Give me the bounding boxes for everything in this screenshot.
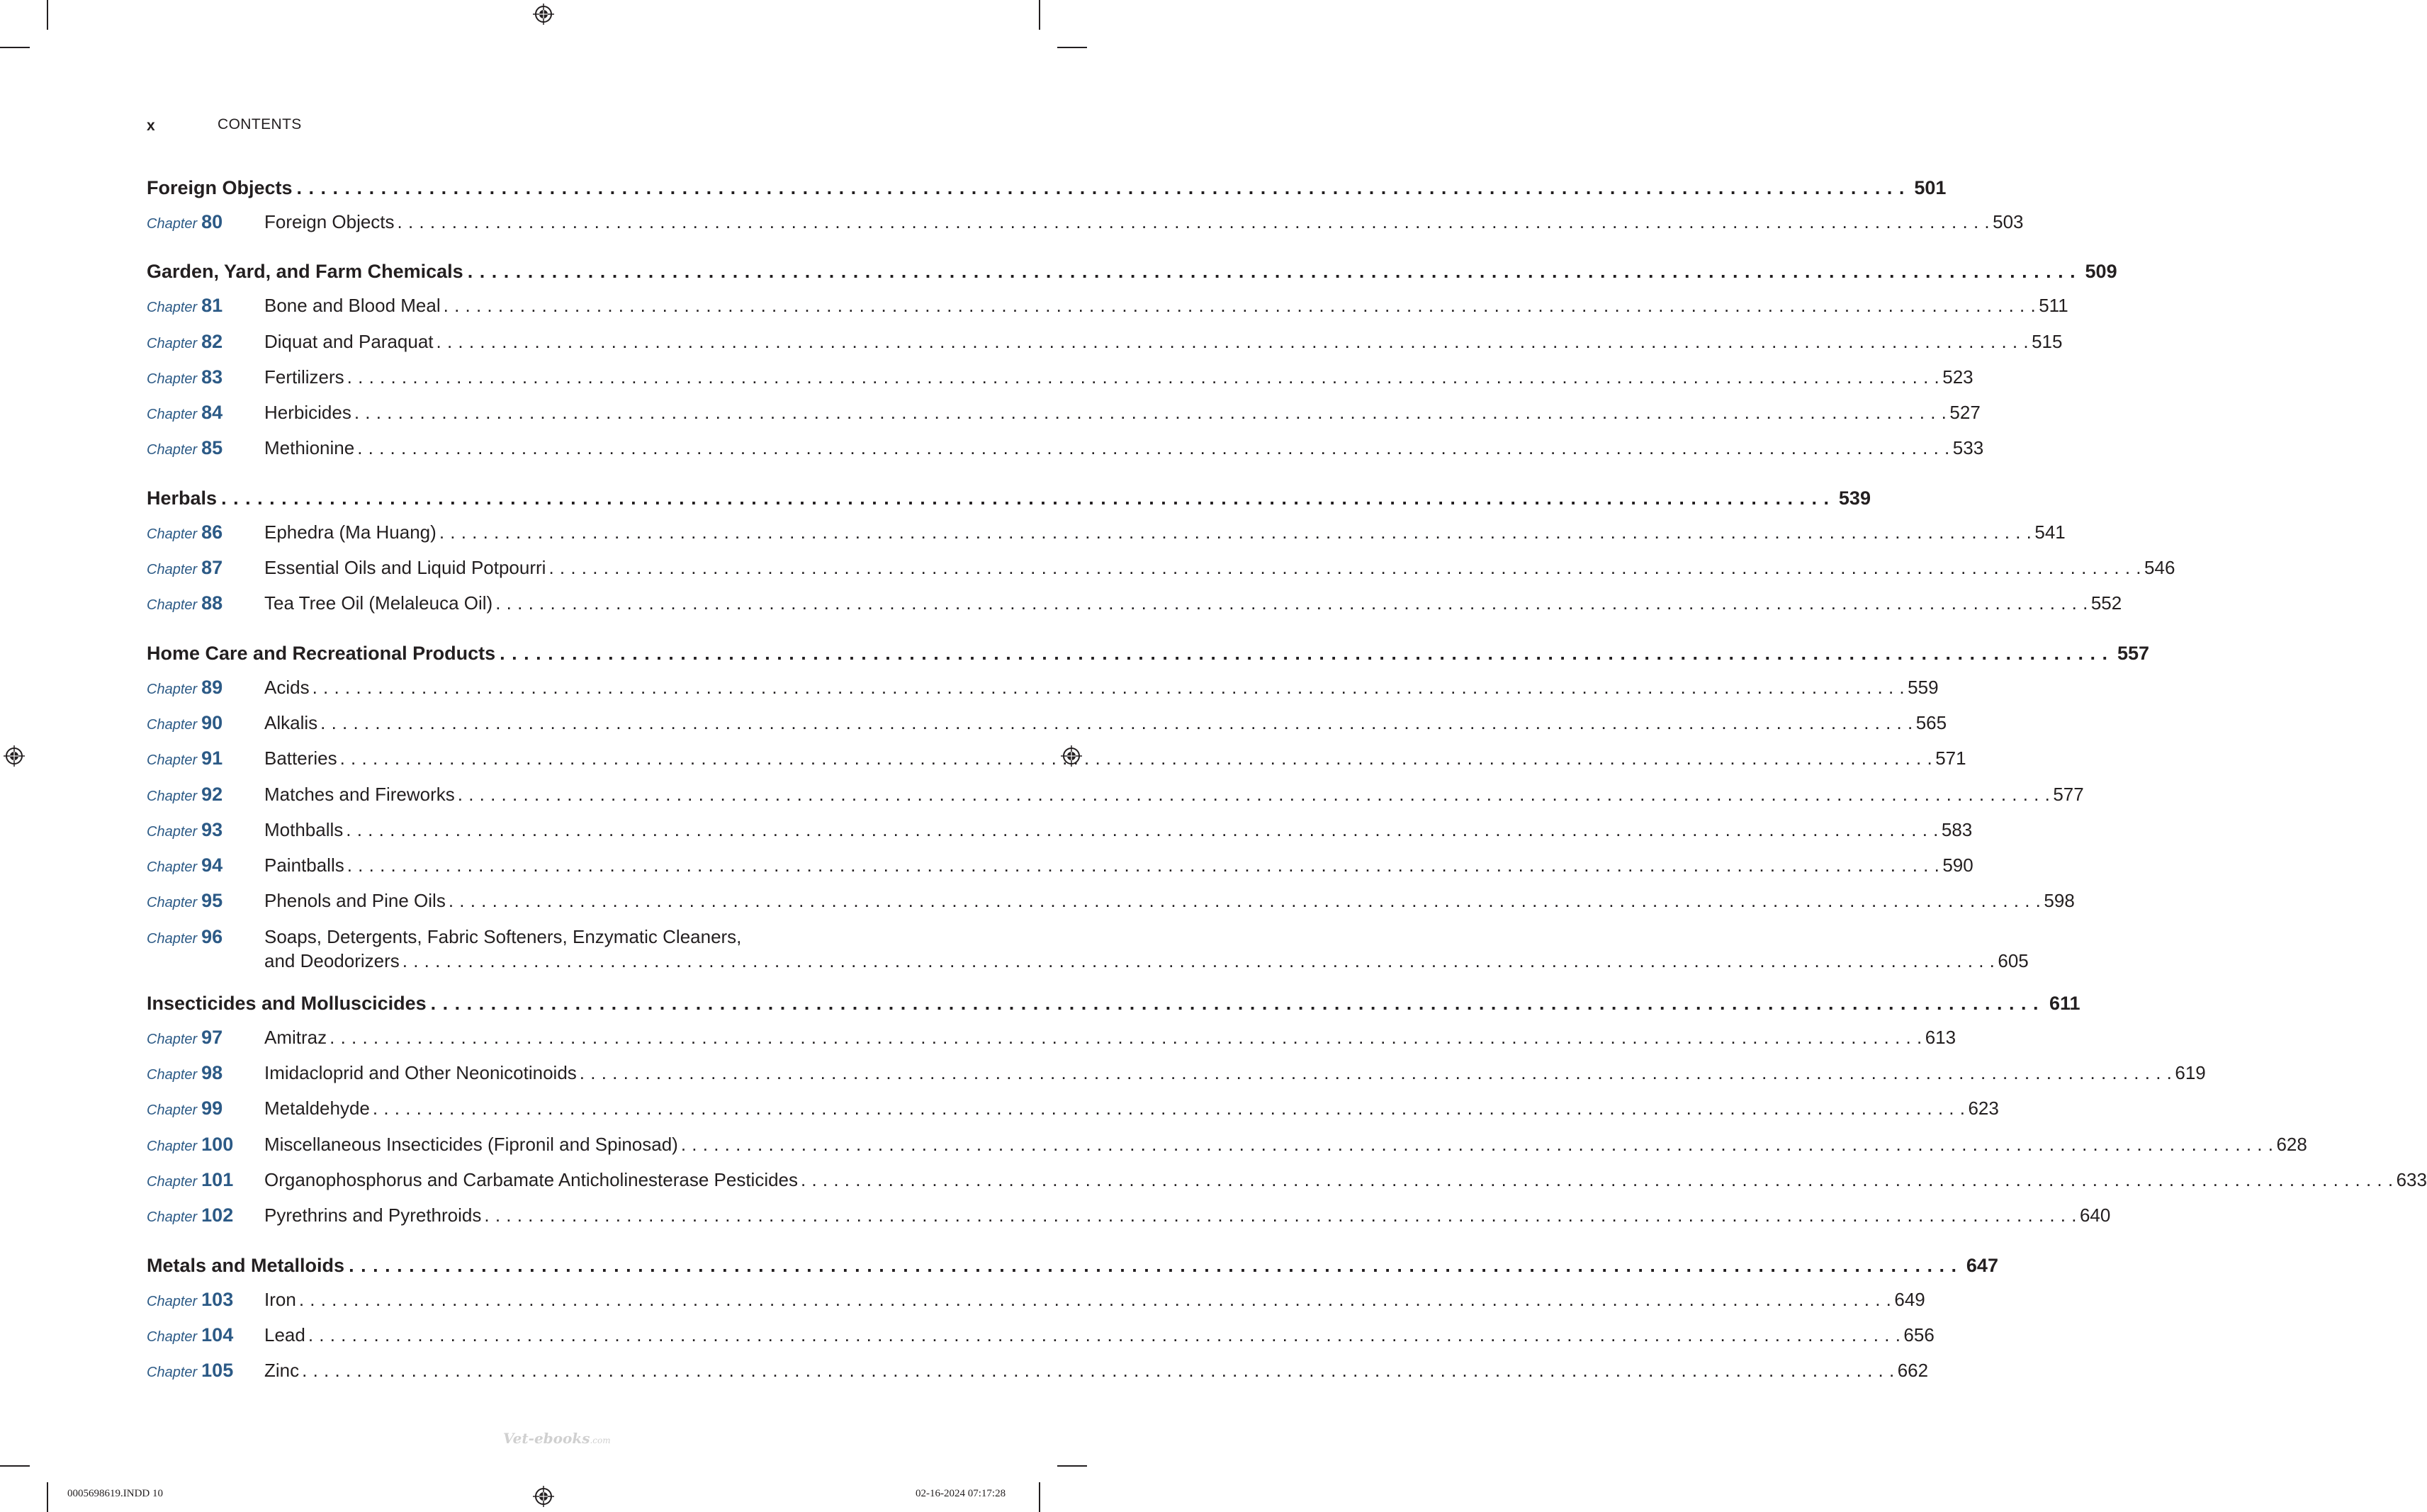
chapter-label — [147, 1354, 264, 1389]
leader-dots — [349, 1248, 1957, 1283]
chapter-word: Chapter — [147, 1031, 198, 1047]
leader-dots — [308, 1319, 1901, 1352]
chapter-word: Chapter — [147, 716, 198, 733]
leader-dots — [330, 1021, 1922, 1054]
toc-section — [147, 254, 2117, 467]
leader-dots — [431, 986, 2039, 1021]
leader-dots — [373, 1092, 1966, 1125]
chapter-word: Chapter — [147, 681, 198, 697]
leader-dots — [548, 551, 2141, 585]
chapter-page-number: 541 — [2034, 521, 2066, 543]
chapter-number: 83 — [201, 366, 223, 388]
chapter-label — [147, 778, 264, 813]
crop-mark-bottom-left-v — [47, 1482, 48, 1512]
chapter-entry[interactable] — [147, 1354, 1929, 1389]
crop-mark-bottom-right-h — [1057, 1465, 1087, 1467]
chapter-title: Tea Tree Oil (Melaleuca Oil) — [264, 592, 493, 614]
chapter-word: Chapter — [147, 1102, 198, 1119]
leader-dots — [340, 742, 1933, 775]
chapter-number: 103 — [201, 1288, 234, 1310]
leader-dots — [444, 289, 2037, 322]
chapter-label — [147, 1056, 264, 1092]
chapter-title: Metaldehyde — [264, 1098, 370, 1119]
chapter-number: 97 — [201, 1026, 223, 1048]
chapter-title: Imidacloprid and Other Neonicotinoids — [264, 1062, 577, 1084]
registration-mark-left-icon — [4, 745, 25, 767]
chapter-label — [147, 289, 264, 325]
leader-dots — [458, 778, 2051, 811]
chapter-title: Pyrethrins and Pyrethroids — [264, 1204, 482, 1226]
chapter-title: Herbicides — [264, 402, 351, 424]
section-page-number: 557 — [2117, 642, 2150, 664]
chapter-label — [147, 671, 264, 706]
chapter-word: Chapter — [147, 930, 198, 947]
chapter-word: Chapter — [147, 1293, 198, 1309]
chapter-label — [147, 849, 264, 884]
leader-dots — [437, 325, 2029, 359]
chapter-entry[interactable] — [147, 1056, 2206, 1092]
chapter-page-number: 583 — [1941, 818, 1973, 840]
leader-dots — [346, 813, 1939, 847]
chapter-page-number: 590 — [1942, 854, 1973, 876]
crop-mark-top-right-v — [1039, 0, 1040, 30]
leader-dots — [398, 205, 1990, 239]
watermark-suffix: .com — [590, 1435, 611, 1445]
chapter-page-number: 662 — [1897, 1360, 1929, 1382]
chapter-entry[interactable] — [147, 706, 1947, 742]
section-page-number: 539 — [1838, 487, 1871, 509]
chapter-title: Paintballs — [264, 854, 344, 876]
chapter-number: 95 — [201, 890, 223, 912]
chapter-word: Chapter — [147, 752, 198, 769]
chapter-label — [147, 587, 264, 622]
chapter-title: Lead — [264, 1324, 305, 1345]
chapter-number: 101 — [201, 1168, 234, 1190]
chapter-entry[interactable] — [147, 884, 2075, 920]
chapter-entry[interactable] — [147, 1319, 1935, 1354]
crop-mark-top-left-v — [47, 0, 48, 30]
chapter-title: Fertilizers — [264, 366, 344, 388]
leader-dots — [302, 1354, 1895, 1387]
leader-dots — [681, 1128, 2274, 1161]
chapter-word: Chapter — [147, 216, 198, 232]
chapter-entry[interactable] — [147, 778, 2084, 813]
chapter-label — [147, 1283, 264, 1319]
section-page-number: 647 — [1966, 1254, 1998, 1276]
crop-mark-bottom-right-v — [1039, 1482, 1040, 1512]
chapter-entry[interactable] — [147, 431, 1984, 467]
section-title: Insecticides and Molluscicides — [147, 992, 427, 1014]
chapter-number: 81 — [201, 295, 223, 317]
chapter-page-number: 633 — [2396, 1168, 2427, 1190]
section-page-number: 611 — [2049, 992, 2080, 1014]
section-entry[interactable] — [147, 254, 2117, 289]
chapter-label — [147, 1128, 264, 1163]
chapter-word: Chapter — [147, 895, 198, 911]
chapter-entry[interactable] — [147, 516, 2066, 551]
chapter-number: 96 — [201, 925, 223, 947]
chapter-title: Ephedra (Ma Huang) — [264, 521, 437, 543]
chapter-title: and Deodorizers — [264, 949, 400, 971]
section-entry[interactable] — [147, 480, 1871, 516]
chapter-title: Mothballs — [264, 818, 344, 840]
section-entry[interactable] — [147, 986, 2080, 1021]
chapter-label — [147, 396, 264, 431]
section-entry[interactable] — [147, 170, 1947, 205]
watermark-text: Vet-ebooks — [503, 1430, 590, 1447]
section-entry[interactable] — [147, 636, 2150, 671]
chapter-title: Methionine — [264, 437, 355, 459]
leader-dots — [347, 849, 1940, 882]
chapter-entry[interactable] — [147, 849, 1973, 884]
chapter-word: Chapter — [147, 442, 198, 458]
leader-dots — [439, 516, 2032, 549]
leader-dots — [500, 636, 2108, 671]
chapter-entry[interactable] — [147, 325, 2063, 361]
chapter-title: Zinc — [264, 1360, 300, 1382]
leader-dots — [495, 587, 2088, 620]
toc-section — [147, 986, 2427, 1235]
leader-dots — [468, 254, 2076, 289]
chapter-page-number: 552 — [2090, 592, 2122, 614]
chapter-number: 82 — [201, 330, 223, 352]
leader-dots — [402, 949, 1995, 973]
crop-mark-top-right-h — [1057, 47, 1087, 48]
leader-dots — [801, 1163, 2394, 1197]
chapter-label — [147, 742, 264, 777]
chapter-entry[interactable] — [147, 1021, 1956, 1056]
chapter-entry[interactable] — [147, 1128, 2307, 1163]
leader-dots — [354, 396, 1947, 429]
chapter-entry[interactable] — [147, 813, 1973, 849]
chapter-number: 104 — [201, 1324, 234, 1345]
chapter-label — [147, 1163, 264, 1199]
chapter-label — [147, 884, 264, 920]
section-title: Foreign Objects — [147, 177, 293, 198]
chapter-word: Chapter — [147, 1328, 198, 1345]
chapter-entry[interactable] — [147, 671, 1939, 706]
chapter-word: Chapter — [147, 859, 198, 876]
chapter-entry[interactable] — [147, 587, 2122, 622]
chapter-number: 86 — [201, 521, 223, 543]
chapter-page-number: 533 — [1952, 437, 1984, 459]
chapter-page-number: 503 — [1993, 211, 2024, 232]
chapter-number: 89 — [201, 676, 223, 698]
chapter-word: Chapter — [147, 335, 198, 351]
leader-dots — [357, 431, 1950, 465]
chapter-number: 88 — [201, 592, 223, 614]
chapter-word: Chapter — [147, 597, 198, 614]
chapter-page-number: 598 — [2044, 890, 2075, 912]
chapter-number: 91 — [201, 747, 223, 769]
chapter-number: 93 — [201, 818, 223, 840]
chapter-title: Essential Oils and Liquid Potpourri — [264, 557, 546, 579]
chapter-label — [147, 325, 264, 361]
chapter-entry[interactable] — [147, 742, 1966, 777]
chapter-label — [147, 1092, 264, 1127]
chapter-word: Chapter — [147, 1067, 198, 1083]
table-of-contents — [147, 170, 2427, 1402]
chapter-word: Chapter — [147, 1138, 198, 1154]
chapter-entry[interactable] — [147, 1283, 1925, 1319]
chapter-number: 100 — [201, 1133, 234, 1155]
chapter-title: Alkalis — [264, 711, 318, 733]
leader-dots — [221, 480, 1830, 516]
leader-dots — [312, 671, 1905, 704]
leader-dots — [320, 706, 1913, 740]
toc-section — [147, 1248, 1998, 1390]
chapter-page-number: 619 — [2175, 1062, 2206, 1084]
section-entry[interactable] — [147, 1248, 1998, 1283]
registration-mark-top-icon — [533, 4, 554, 25]
section-title: Garden, Yard, and Farm Chemicals — [147, 261, 463, 283]
chapter-page-number: 559 — [1908, 676, 1939, 698]
leader-dots — [580, 1056, 2173, 1090]
chapter-number: 85 — [201, 437, 223, 459]
leader-dots — [449, 884, 2042, 918]
chapter-entry[interactable] — [147, 361, 1973, 396]
chapter-entry[interactable] — [147, 205, 2024, 241]
chapter-page-number: 523 — [1942, 366, 1973, 388]
chapter-word: Chapter — [147, 1209, 198, 1226]
chapter-word: Chapter — [147, 823, 198, 840]
chapter-word: Chapter — [147, 407, 198, 423]
chapter-word: Chapter — [147, 562, 198, 578]
chapter-page-number: 511 — [2039, 295, 2068, 317]
chapter-entry[interactable] — [147, 551, 2175, 587]
chapter-page-number: 649 — [1894, 1288, 1925, 1310]
chapter-number: 92 — [201, 783, 223, 805]
leader-dots — [484, 1199, 2077, 1232]
chapter-word: Chapter — [147, 526, 198, 542]
toc-section — [147, 636, 2150, 973]
chapter-label — [147, 920, 264, 956]
chapter-label — [147, 361, 264, 396]
chapter-number: 94 — [201, 854, 223, 876]
chapter-page-number: 656 — [1903, 1324, 1935, 1345]
chapter-title: Bone and Blood Meal — [264, 295, 441, 317]
chapter-page-number: 623 — [1968, 1098, 1999, 1119]
chapter-number: 90 — [201, 711, 223, 733]
page-number: x — [147, 118, 155, 134]
chapter-label — [147, 1021, 264, 1056]
leader-dots — [297, 170, 1905, 205]
chapter-label — [147, 551, 264, 587]
chapter-title-line1: Soaps, Detergents, Fabric Softeners, Enzymatic Cleaners, — [264, 925, 742, 947]
section-title: Herbals — [147, 487, 218, 509]
chapter-page-number: 527 — [1949, 402, 1981, 424]
chapter-title: Diquat and Paraquat — [264, 330, 434, 352]
chapter-number: 87 — [201, 557, 223, 579]
chapter-label — [147, 431, 264, 467]
chapter-entry[interactable] — [147, 1163, 2427, 1199]
chapter-title: Amitraz — [264, 1026, 327, 1048]
chapter-entry[interactable] — [147, 396, 1981, 431]
chapter-number: 80 — [201, 211, 223, 232]
chapter-label — [147, 813, 264, 849]
chapter-entry[interactable] — [147, 920, 2029, 973]
chapter-word: Chapter — [147, 371, 198, 387]
chapter-page-number: 515 — [2032, 330, 2063, 352]
chapter-title: Organophosphorus and Carbamate Anticholinesterase Pesticides — [264, 1168, 799, 1190]
chapter-title: Matches and Fireworks — [264, 783, 455, 805]
chapter-number: 102 — [201, 1204, 234, 1226]
chapter-word: Chapter — [147, 788, 198, 804]
chapter-title: Foreign Objects — [264, 211, 395, 232]
crop-mark-bottom-left-h — [0, 1465, 30, 1467]
chapter-page-number: 613 — [1925, 1026, 1956, 1048]
chapter-label — [147, 516, 264, 551]
section-page-number: 501 — [1914, 177, 1947, 198]
slug-filename: 0005698619.INDD 10 — [67, 1488, 163, 1499]
chapter-label — [147, 1199, 264, 1234]
toc-section — [147, 170, 2024, 241]
chapter-number: 84 — [201, 402, 223, 424]
section-page-number: 509 — [2085, 261, 2117, 283]
chapter-title: Iron — [264, 1288, 296, 1310]
chapter-page-number: 571 — [1935, 747, 1966, 769]
chapter-page-number: 546 — [2144, 557, 2175, 579]
chapter-title: Phenols and Pine Oils — [264, 890, 446, 912]
chapter-page-number: 628 — [2276, 1133, 2307, 1155]
registration-mark-bottom-icon — [533, 1486, 554, 1507]
chapter-entry[interactable] — [147, 289, 2068, 325]
chapter-label — [147, 706, 264, 742]
chapter-title: Acids — [264, 676, 310, 698]
chapter-number: 98 — [201, 1062, 223, 1084]
chapter-word: Chapter — [147, 300, 198, 316]
watermark-logo — [503, 1430, 611, 1447]
leader-dots — [299, 1283, 1892, 1316]
section-title: Home Care and Recreational Products — [147, 642, 496, 664]
section-title: Metals and Metalloids — [147, 1254, 345, 1276]
slug-datetime: 02-16-2024 07:17:28 — [916, 1488, 1006, 1499]
chapter-label — [147, 1319, 264, 1354]
chapter-word: Chapter — [147, 1365, 198, 1381]
leader-dots — [347, 361, 1940, 394]
chapter-page-number: 640 — [2079, 1204, 2111, 1226]
chapter-word: Chapter — [147, 1173, 198, 1190]
chapter-label — [147, 205, 264, 241]
chapter-page-number: 565 — [1915, 711, 1947, 733]
chapter-title: Miscellaneous Insecticides (Fipronil and Spinosad) — [264, 1133, 678, 1155]
chapter-entry[interactable] — [147, 1092, 1999, 1127]
chapter-title: Batteries — [264, 747, 337, 769]
running-title: CONTENTS — [218, 116, 302, 132]
chapter-number: 99 — [201, 1098, 223, 1119]
crop-mark-top-left-h — [0, 47, 30, 48]
chapter-page-number: 577 — [2053, 783, 2084, 805]
chapter-entry[interactable] — [147, 1199, 2111, 1234]
chapter-number: 105 — [201, 1360, 234, 1382]
chapter-page-number: 605 — [1998, 949, 2029, 971]
toc-section — [147, 480, 2175, 623]
